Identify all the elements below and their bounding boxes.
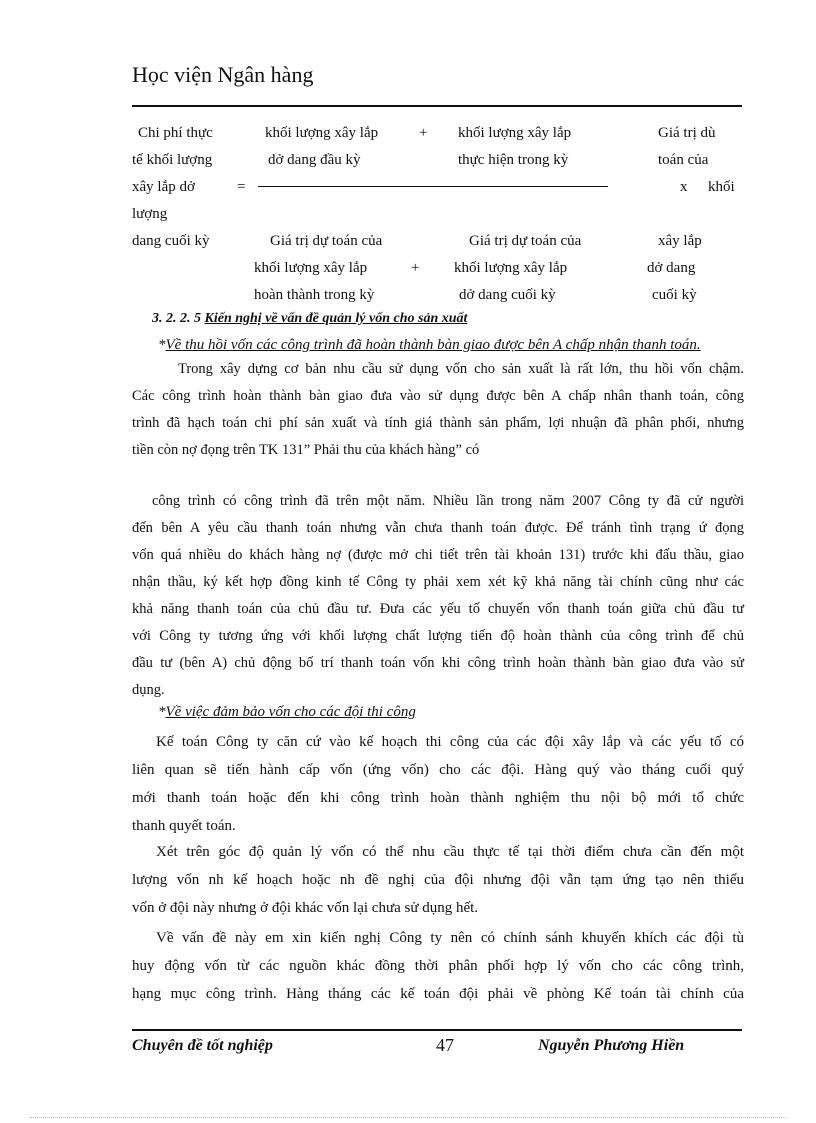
paragraph-line: tiền còn nợ đọng trên TK 131” Phải thu của khách hàng” có [132,442,480,458]
paragraph-1 [132,356,744,464]
page-number: 47 [436,1035,454,1055]
subheading-team-funding [158,704,416,721]
paragraph-line: đến bên A yêu cầu thanh toán nhưng vẫn chưa thanh toán được. Để tránh tình trạng ứ đọng [132,520,744,536]
paragraph-4 [132,838,744,922]
subheading-2-bullet: * [158,704,166,720]
subheading-1-suffix: . [696,337,701,353]
formula-left-line-4: lượng [132,206,168,222]
paragraph-3 [132,728,744,840]
formula-left-line-2: tế khối lượng [132,152,213,168]
denominator-plus: + [411,260,420,276]
formula-times: x [680,179,688,195]
paragraph-line: hạng mục công trình. Hàng tháng các kế toán đội phải về phòng Kế toán tài chính của [132,986,744,1002]
paragraph-line: mới thanh toán hoặc đến khi công trình hoàn thành nghiệm thu nội bộ mới tổ chức [132,790,744,806]
paragraph-line: Xét trên góc độ quản lý vốn có thể nhu cầu thực tế tại thời điểm chưa cần đến một [156,844,744,860]
page-bottom-divider [30,1117,786,1118]
paragraph-line: khả năng thanh toán của chủ đầu tư. Đưa các yếu tố chuyển vốn thanh toán giữa chủ đầu tư [132,601,744,617]
paragraph-line: liên quan sẽ tiến hành cấp vốn (ứng vốn) cho các đội. Hàng quý vào tháng cuối quý [132,762,744,778]
paragraph-line: Trong xây dựng cơ bản nhu cầu sử dụng vốn cho sản xuất là rất lớn, thu hồi vốn chậm. [178,361,744,377]
subheading-collection [132,333,742,357]
paragraph-line: đầu tư (bên A) chủ động bố trí thanh toán vốn khi công trình hoàn thành bàn giao đưa vào sử [132,655,744,671]
denominator-b-line-3: dở dang cuối kỳ [459,287,556,303]
formula-khoi: khối [708,179,735,195]
numerator-b-line-2: thực hiện trong kỳ [458,152,569,168]
paragraph-line: vốn quá nhiều do khách hàng nợ (được mở chi tiết trên tài khoản 131) trước khi đấu thầu, giao [132,547,744,563]
formula-left-line-3: xây lắp dở [132,179,195,195]
denominator-b-line-1: Giá trị dự toán của [469,233,582,249]
paragraph-line: huy động vốn từ các nguồn khác đồng thời phân phối hợp lý vốn cho các công trình, [132,958,744,974]
numerator-a-line-1: khối lượng xây lắp [265,125,379,141]
formula-right-top-line-1: Giá trị dù [658,125,716,141]
denominator-a-line-2: khối lượng xây lắp [254,260,368,276]
section-heading [152,311,467,327]
subheading-2-text: Về việc đảm bảo vốn cho các đội thi công [165,704,416,720]
footer-author: Nguyễn Phương Hiền [538,1037,685,1054]
numerator-a-line-2: dở dang đầu kỳ [268,152,361,168]
numerator-b-line-1: khối lượng xây lắp [458,125,572,141]
paragraph-line: với Công ty tương ứng với khối lượng chất lượng tiến độ hoàn thành của công trình để chủ [132,628,744,644]
formula-right-bottom-line-3: cuối kỳ [652,287,697,303]
numerator-plus: + [419,125,428,141]
denominator-b-line-2: khối lượng xây lắp [454,260,568,276]
formula-right-top-line-2: toán của [658,152,709,168]
denominator-a-line-1: Giá trị dự toán của [270,233,383,249]
denominator-a-line-3: hoàn thành trong kỳ [254,287,375,303]
subheading-1-text: Về thu hồi vốn các công trình đã hoàn thành bàn giao được bên A chấp nhận thanh toán [165,337,697,353]
formula-right-bottom-line-2: dở dang [647,260,696,276]
paragraph-line: Kế toán Công ty căn cứ vào kế hoạch thi công của các đội xây lắp và các yếu tố có [156,734,744,750]
section-title: Kiến nghị về vấn đề quản lý vốn cho sản xuất [204,311,468,326]
footer-rule [132,1029,742,1031]
page-header-title: Học viện Ngân hàng [132,62,314,87]
formula-right-bottom-line-1: xây lắp [658,233,702,249]
paragraph-line: nhận thầu, ký kết hợp đồng kinh tế Công ty phải xem xét kỹ khả năng tài chính cũng như các [132,574,744,590]
paragraph-line: Về vấn đề này em xin kiến nghị Công ty nên có chính sánh khuyến khích các đội tù [156,930,744,946]
paragraph-line: vốn ở đội này nhưng ở đội khác vốn lại chưa sử dụng hết. [132,900,479,916]
section-number: 3. 2. 2. 5 [152,311,201,326]
footer-left-text: Chuyên đề tốt nghiệp [132,1037,273,1054]
paragraph-2 [132,488,744,704]
paragraph-line: trình đã hạch toán chi phí sản xuất và tính giá thành sản phẩm, lợi nhuận đã phân phối, nhưng [132,415,744,431]
subheading-1-bullet: * [158,337,166,353]
paragraph-line: lượng vốn nh kế hoạch hoặc nh đề nghị của đội nhưng đội vẫn tạm ứng tạo nên thiếu [132,872,744,888]
formula-equals: = [237,179,246,195]
formula-left-line-5: dang cuối kỳ [132,233,210,249]
fraction-bar [258,186,608,187]
paragraph-line: Các công trình hoàn thành bàn giao đưa vào sử dụng được bên A chấp nhân thanh toán, công [132,388,744,404]
paragraph-line: công trình có công trình đã trên một năm. Nhiều lần trong năm 2007 Công ty đã cử người [152,493,744,509]
header-rule [132,105,742,107]
paragraph-line: thanh quyết toán. [132,818,236,834]
paragraph-line: dụng. [132,682,165,698]
paragraph-5 [132,924,744,1008]
formula-left-line-1: Chi phí thực [138,125,213,141]
